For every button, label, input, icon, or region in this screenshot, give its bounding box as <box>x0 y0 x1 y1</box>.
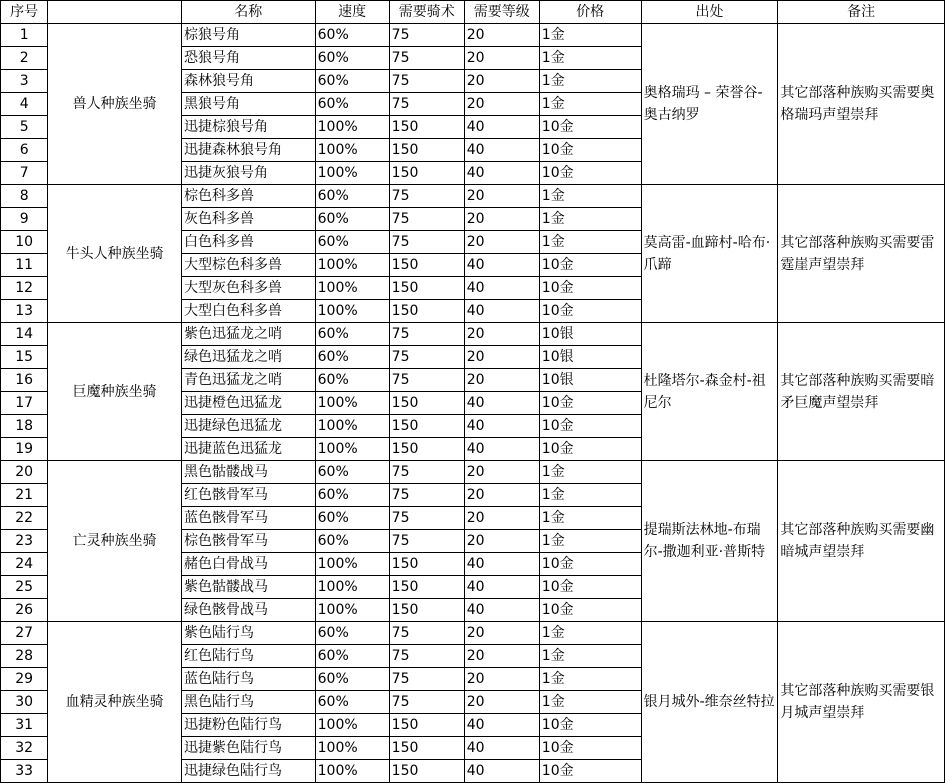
row-number: 5 <box>1 116 48 139</box>
mount-speed: 60% <box>315 70 389 93</box>
mount-name: 大型灰色科多兽 <box>181 277 315 300</box>
mount-name: 紫色迅猛龙之哨 <box>181 323 315 346</box>
mount-name: 灰色科多兽 <box>181 208 315 231</box>
mount-name: 绿色迅猛龙之哨 <box>181 346 315 369</box>
group-label: 兽人种族坐骑 <box>48 24 182 185</box>
row-number: 26 <box>1 599 48 622</box>
row-number: 24 <box>1 553 48 576</box>
mount-level: 40 <box>464 737 539 760</box>
row-number: 22 <box>1 507 48 530</box>
row-number: 19 <box>1 438 48 461</box>
group-source: 银月城外-维奈丝特拉 <box>641 622 778 783</box>
mount-name: 紫色骷髅战马 <box>181 576 315 599</box>
mount-skill: 75 <box>389 323 464 346</box>
mount-name: 黑狼号角 <box>181 93 315 116</box>
mount-price: 10银 <box>539 323 641 346</box>
row-number: 8 <box>1 185 48 208</box>
group-note: 其它部落种族购买需要暗矛巨魔声望崇拜 <box>778 323 945 461</box>
mount-skill: 150 <box>389 254 464 277</box>
row-number: 27 <box>1 622 48 645</box>
table-row <box>1 622 945 645</box>
mount-price: 10金 <box>539 162 641 185</box>
group-note: 其它部落种族购买需要银月城声望崇拜 <box>778 622 945 783</box>
header-price: 价格 <box>539 1 641 24</box>
mount-name: 青色迅猛龙之哨 <box>181 369 315 392</box>
mount-speed: 60% <box>315 668 389 691</box>
header-row <box>1 1 945 24</box>
group-source: 莫高雷-血蹄村-哈布·爪蹄 <box>641 185 778 323</box>
mount-name: 黑色骷髅战马 <box>181 461 315 484</box>
mount-speed: 100% <box>315 254 389 277</box>
group-note: 其它部落种族购买需要奥格瑞玛声望崇拜 <box>778 24 945 185</box>
mount-skill: 75 <box>389 47 464 70</box>
mount-speed: 60% <box>315 507 389 530</box>
mount-level: 20 <box>464 47 539 70</box>
mount-name: 森林狼号角 <box>181 70 315 93</box>
group-source: 杜隆塔尔-森金村-祖尼尔 <box>641 323 778 461</box>
mount-speed: 100% <box>315 599 389 622</box>
mount-skill: 150 <box>389 116 464 139</box>
mount-name: 棕色科多兽 <box>181 185 315 208</box>
mount-name: 迅捷棕狼号角 <box>181 116 315 139</box>
header-no: 序号 <box>1 1 48 24</box>
header-speed: 速度 <box>315 1 389 24</box>
mount-price: 10金 <box>539 576 641 599</box>
row-number: 16 <box>1 369 48 392</box>
mount-speed: 100% <box>315 277 389 300</box>
mount-price: 1金 <box>539 231 641 254</box>
mount-speed: 60% <box>315 461 389 484</box>
row-number: 30 <box>1 691 48 714</box>
row-number: 29 <box>1 668 48 691</box>
mount-price: 1金 <box>539 622 641 645</box>
mount-price: 10金 <box>539 599 641 622</box>
mount-level: 20 <box>464 530 539 553</box>
mount-level: 40 <box>464 116 539 139</box>
mount-level: 20 <box>464 691 539 714</box>
mount-speed: 100% <box>315 300 389 323</box>
mount-level: 20 <box>464 185 539 208</box>
mount-skill: 75 <box>389 231 464 254</box>
mount-level: 20 <box>464 323 539 346</box>
header-blank <box>48 1 182 24</box>
mount-skill: 150 <box>389 553 464 576</box>
mount-speed: 100% <box>315 714 389 737</box>
row-number: 15 <box>1 346 48 369</box>
mount-price: 1金 <box>539 691 641 714</box>
mount-level: 20 <box>464 507 539 530</box>
mount-level: 20 <box>464 70 539 93</box>
mount-level: 20 <box>464 208 539 231</box>
row-number: 32 <box>1 737 48 760</box>
mount-level: 40 <box>464 392 539 415</box>
row-number: 18 <box>1 415 48 438</box>
group-label: 巨魔种族坐骑 <box>48 323 182 461</box>
group-source: 奥格瑞玛 – 荣誉谷-奥古纳罗 <box>641 24 778 185</box>
row-number: 11 <box>1 254 48 277</box>
mount-skill: 75 <box>389 622 464 645</box>
mount-price: 10金 <box>539 277 641 300</box>
row-number: 17 <box>1 392 48 415</box>
header-note: 备注 <box>778 1 945 24</box>
mount-speed: 100% <box>315 737 389 760</box>
mount-price: 1金 <box>539 668 641 691</box>
mount-level: 40 <box>464 438 539 461</box>
mount-skill: 150 <box>389 438 464 461</box>
mount-speed: 60% <box>315 369 389 392</box>
table-row <box>1 461 945 484</box>
mount-name: 紫色陆行鸟 <box>181 622 315 645</box>
mount-level: 20 <box>464 369 539 392</box>
group-note: 其它部落种族购买需要雷霆崖声望崇拜 <box>778 185 945 323</box>
mount-level: 40 <box>464 714 539 737</box>
group-source: 提瑞斯法林地-布瑞尔-撒迦利亚·普斯特 <box>641 461 778 622</box>
table-row <box>1 323 945 346</box>
header-source: 出处 <box>641 1 778 24</box>
table-row <box>1 185 945 208</box>
mount-speed: 60% <box>315 530 389 553</box>
mount-speed: 60% <box>315 185 389 208</box>
row-number: 2 <box>1 47 48 70</box>
row-number: 3 <box>1 70 48 93</box>
mount-price: 10金 <box>539 438 641 461</box>
mount-price: 1金 <box>539 24 641 47</box>
row-number: 25 <box>1 576 48 599</box>
mount-name: 大型白色科多兽 <box>181 300 315 323</box>
group-note: 其它部落种族购买需要幽暗城声望崇拜 <box>778 461 945 622</box>
mount-skill: 150 <box>389 277 464 300</box>
mount-name: 黑色陆行鸟 <box>181 691 315 714</box>
row-number: 33 <box>1 760 48 783</box>
mount-skill: 75 <box>389 645 464 668</box>
mount-level: 40 <box>464 277 539 300</box>
mount-speed: 100% <box>315 415 389 438</box>
mount-skill: 150 <box>389 576 464 599</box>
mount-speed: 60% <box>315 208 389 231</box>
mount-name: 迅捷绿色迅猛龙 <box>181 415 315 438</box>
row-number: 4 <box>1 93 48 116</box>
mount-price: 10金 <box>539 139 641 162</box>
mount-name: 迅捷绿色陆行鸟 <box>181 760 315 783</box>
table-row <box>1 24 945 47</box>
mount-level: 20 <box>464 93 539 116</box>
row-number: 1 <box>1 24 48 47</box>
mount-price: 10金 <box>539 254 641 277</box>
mount-name: 迅捷蓝色迅猛龙 <box>181 438 315 461</box>
mount-skill: 75 <box>389 185 464 208</box>
mount-skill: 150 <box>389 139 464 162</box>
row-number: 28 <box>1 645 48 668</box>
mount-price: 1金 <box>539 47 641 70</box>
mount-level: 40 <box>464 599 539 622</box>
mount-price: 10金 <box>539 553 641 576</box>
mount-skill: 75 <box>389 530 464 553</box>
mount-level: 20 <box>464 346 539 369</box>
mount-level: 20 <box>464 231 539 254</box>
row-number: 12 <box>1 277 48 300</box>
mount-skill: 75 <box>389 208 464 231</box>
mount-price: 1金 <box>539 208 641 231</box>
table-body <box>1 24 945 783</box>
mount-speed: 60% <box>315 231 389 254</box>
mount-level: 40 <box>464 576 539 599</box>
mount-skill: 75 <box>389 484 464 507</box>
mount-name: 迅捷森林狼号角 <box>181 139 315 162</box>
row-number: 6 <box>1 139 48 162</box>
mount-speed: 100% <box>315 576 389 599</box>
mount-speed: 60% <box>315 93 389 116</box>
group-label: 血精灵种族坐骑 <box>48 622 182 783</box>
mount-skill: 150 <box>389 300 464 323</box>
mount-skill: 150 <box>389 737 464 760</box>
mount-skill: 75 <box>389 24 464 47</box>
mount-speed: 100% <box>315 553 389 576</box>
mount-level: 40 <box>464 300 539 323</box>
mount-name: 赭色白骨战马 <box>181 553 315 576</box>
mount-name: 绿色骸骨战马 <box>181 599 315 622</box>
row-number: 20 <box>1 461 48 484</box>
mount-price: 1金 <box>539 530 641 553</box>
row-number: 9 <box>1 208 48 231</box>
mount-price: 10金 <box>539 392 641 415</box>
mount-price: 10金 <box>539 714 641 737</box>
mount-name: 红色骸骨军马 <box>181 484 315 507</box>
mount-skill: 150 <box>389 162 464 185</box>
group-label: 亡灵种族坐骑 <box>48 461 182 622</box>
mount-level: 40 <box>464 139 539 162</box>
mount-name: 迅捷紫色陆行鸟 <box>181 737 315 760</box>
mount-name: 恐狼号角 <box>181 47 315 70</box>
mount-speed: 60% <box>315 622 389 645</box>
row-number: 10 <box>1 231 48 254</box>
mount-speed: 60% <box>315 691 389 714</box>
mount-price: 1金 <box>539 93 641 116</box>
mount-speed: 100% <box>315 116 389 139</box>
mount-price: 1金 <box>539 645 641 668</box>
mount-level: 20 <box>464 24 539 47</box>
mount-price: 10金 <box>539 415 641 438</box>
mount-skill: 75 <box>389 507 464 530</box>
mount-speed: 100% <box>315 392 389 415</box>
mount-speed: 60% <box>315 645 389 668</box>
mount-price: 1金 <box>539 70 641 93</box>
mount-price: 10金 <box>539 760 641 783</box>
mount-level: 40 <box>464 254 539 277</box>
row-number: 21 <box>1 484 48 507</box>
mount-name: 白色科多兽 <box>181 231 315 254</box>
mount-speed: 60% <box>315 47 389 70</box>
mount-speed: 60% <box>315 346 389 369</box>
mount-price: 10银 <box>539 369 641 392</box>
mount-skill: 75 <box>389 346 464 369</box>
mount-price: 1金 <box>539 461 641 484</box>
mount-name: 迅捷橙色迅猛龙 <box>181 392 315 415</box>
header-name: 名称 <box>181 1 315 24</box>
mount-speed: 100% <box>315 162 389 185</box>
mount-level: 40 <box>464 760 539 783</box>
mount-skill: 75 <box>389 369 464 392</box>
group-label: 牛头人种族坐骑 <box>48 185 182 323</box>
mount-skill: 150 <box>389 415 464 438</box>
mount-level: 40 <box>464 415 539 438</box>
mount-skill: 75 <box>389 691 464 714</box>
mount-speed: 100% <box>315 139 389 162</box>
header-level: 需要等级 <box>464 1 539 24</box>
mount-level: 40 <box>464 162 539 185</box>
mount-skill: 75 <box>389 93 464 116</box>
mount-level: 20 <box>464 622 539 645</box>
mount-level: 20 <box>464 645 539 668</box>
mount-speed: 100% <box>315 760 389 783</box>
mount-skill: 150 <box>389 714 464 737</box>
mount-price: 1金 <box>539 507 641 530</box>
mount-name: 大型棕色科多兽 <box>181 254 315 277</box>
mount-price: 1金 <box>539 484 641 507</box>
mount-speed: 60% <box>315 484 389 507</box>
mount-level: 20 <box>464 461 539 484</box>
mount-speed: 60% <box>315 323 389 346</box>
mount-price: 10金 <box>539 116 641 139</box>
mount-skill: 75 <box>389 70 464 93</box>
mount-level: 20 <box>464 484 539 507</box>
mount-name: 红色陆行鸟 <box>181 645 315 668</box>
mount-skill: 150 <box>389 392 464 415</box>
mount-price: 10银 <box>539 346 641 369</box>
mount-name: 蓝色骸骨军马 <box>181 507 315 530</box>
header-skill: 需要骑术 <box>389 1 464 24</box>
mount-name: 迅捷粉色陆行鸟 <box>181 714 315 737</box>
mount-level: 20 <box>464 668 539 691</box>
row-number: 31 <box>1 714 48 737</box>
mount-speed: 100% <box>315 438 389 461</box>
mount-skill: 75 <box>389 668 464 691</box>
mount-skill: 75 <box>389 461 464 484</box>
mount-name: 棕狼号角 <box>181 24 315 47</box>
mount-name: 蓝色陆行鸟 <box>181 668 315 691</box>
row-number: 7 <box>1 162 48 185</box>
mount-skill: 150 <box>389 760 464 783</box>
mount-speed: 60% <box>315 24 389 47</box>
mount-price: 10金 <box>539 300 641 323</box>
row-number: 13 <box>1 300 48 323</box>
row-number: 23 <box>1 530 48 553</box>
mount-level: 40 <box>464 553 539 576</box>
mount-price: 10金 <box>539 737 641 760</box>
mount-price: 1金 <box>539 185 641 208</box>
row-number: 14 <box>1 323 48 346</box>
mount-name: 迅捷灰狼号角 <box>181 162 315 185</box>
mount-name: 棕色骸骨军马 <box>181 530 315 553</box>
mount-skill: 150 <box>389 599 464 622</box>
